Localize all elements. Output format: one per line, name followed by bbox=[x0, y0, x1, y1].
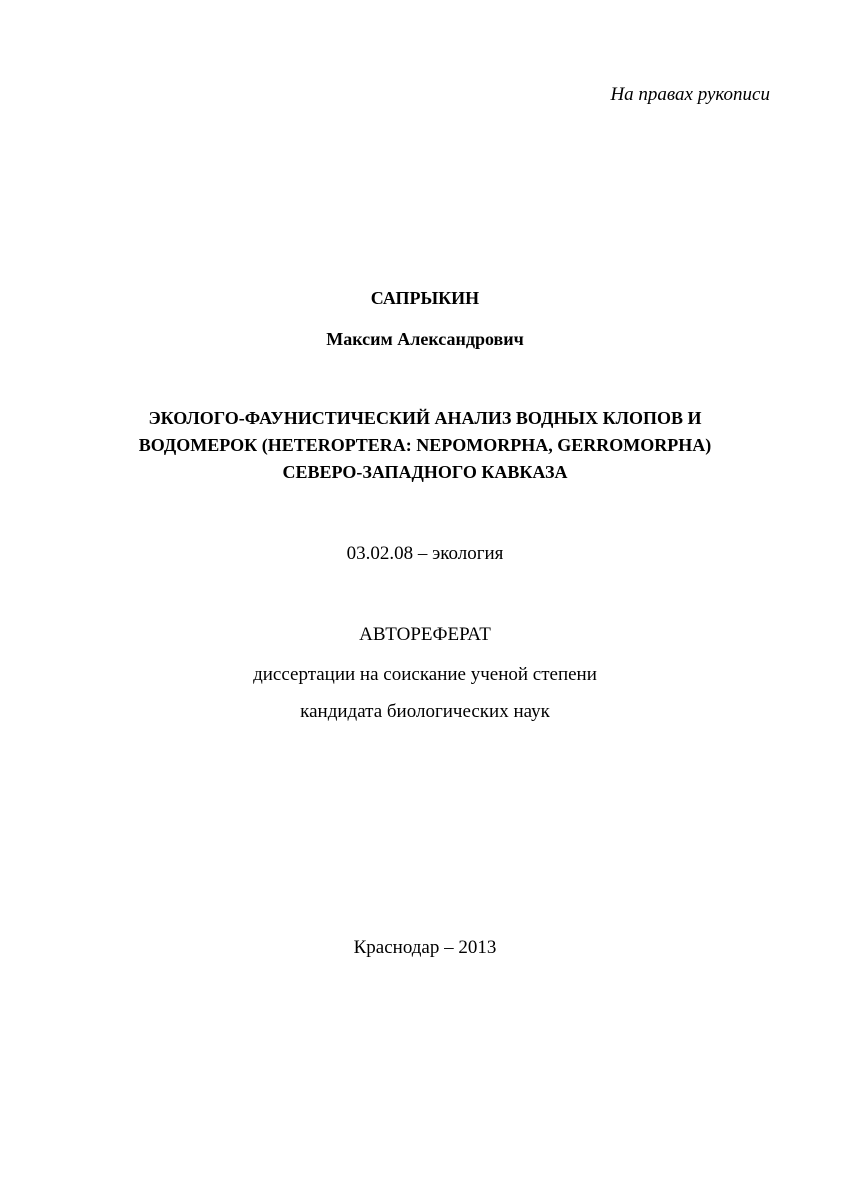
author-surname: САПРЫКИН bbox=[370, 288, 480, 308]
specialty-code: 03.02.08 – экология bbox=[346, 543, 504, 564]
title-line-3: СЕВЕРО-ЗАПАДНОГО КАВКАЗА bbox=[282, 462, 568, 482]
author-given-names: Максим Александрович bbox=[326, 329, 524, 349]
title-line-2: ВОДОМЕРОК (HETEROPTERA: NEPOMORPHA, GERROMORPHA) bbox=[138, 435, 712, 455]
dissertation-title bbox=[0, 405, 850, 486]
rights-note: На правах рукописи bbox=[610, 84, 770, 105]
document-type: АВТОРЕФЕРАТ bbox=[359, 624, 491, 645]
city-year: Краснодар – 2013 bbox=[353, 937, 497, 958]
degree-line-1: диссертации на соискание ученой степени bbox=[253, 664, 597, 685]
degree-line-2: кандидата биологических наук bbox=[300, 701, 550, 722]
title-line-1: ЭКОЛОГО-ФАУНИСТИЧЕСКИЙ АНАЛИЗ ВОДНЫХ КЛОПОВ И bbox=[148, 408, 702, 428]
